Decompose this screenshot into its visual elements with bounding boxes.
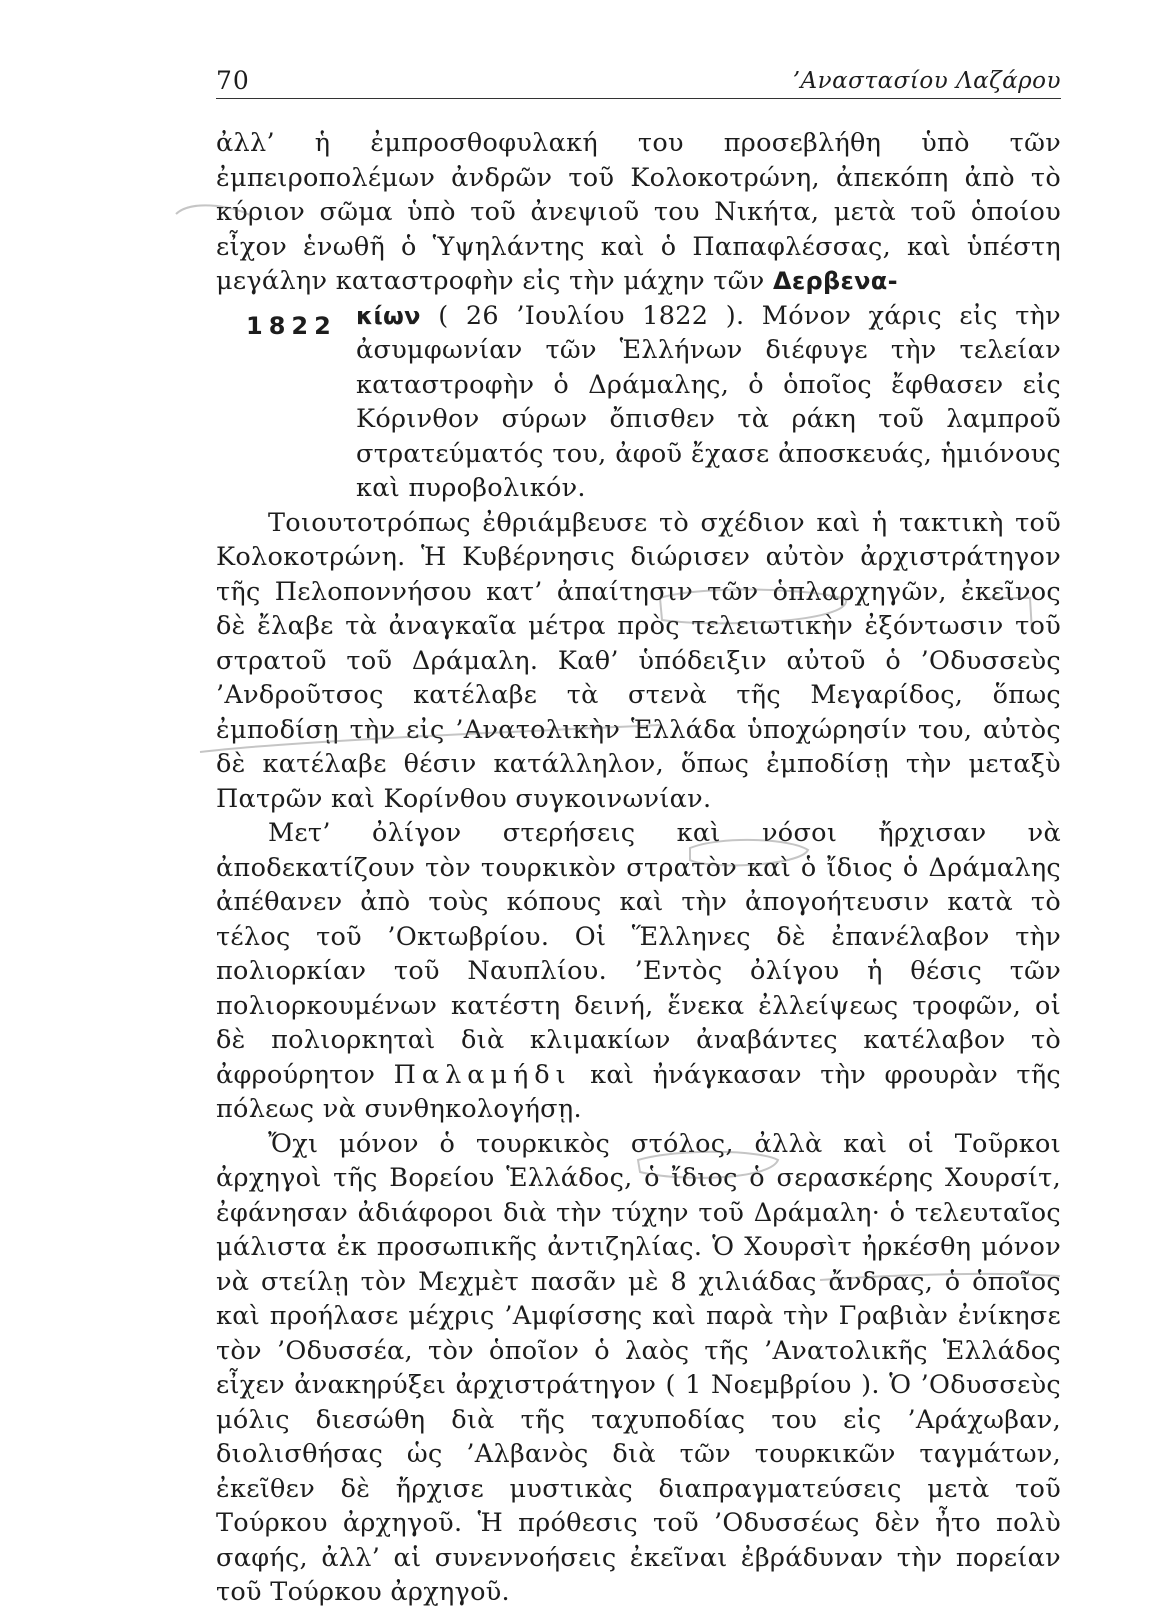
paragraph-1-continued: [216, 299, 1061, 506]
page-number: 70: [216, 66, 250, 95]
paragraph-1-rest: ( 26 ’Ιουλίου 1822 ). Μόνον χάρις εἰς τὴν ἀσυμφωνίαν τῶν Ἑλλήνων διέφυγε τὴν τελείαν καταστροφὴν ὁ Δράμαλης, ὁ ὁποῖος ἔφθασεν εἰς Κόρινθον σύρων ὄπισθεν τὰ ράκη τοῦ λαμπροῦ στρατεύματός του, ἀφοῦ ἔχασε ἀποσκευάς, ἡμιόνους καὶ πυροβολικόν.: [356, 300, 1061, 503]
header-rule: [216, 98, 1061, 99]
bold-term-start: Δερβενα-: [773, 267, 898, 295]
paragraph-4: Ὄχι μόνον ὁ τουρκικὸς στόλος, ἀλλὰ καὶ οἱ Τοῦρκοι ἀρχηγοὶ τῆς Βορείου Ἑλλάδος, ὁ ἴδιος ὁ σερασκέρης Χουρσίτ, ἐφάνησαν ἀδιάφοροι διὰ τὴν τύχην τοῦ Δράμαλη· ὁ τελευταῖος μάλιστα ἐκ προσωπικῆς ἀντιζηλίας. Ὁ Χουρσὶτ ἠρκέσθη μόνον νὰ στείλῃ τὸν Μεχμὲτ πασᾶν μὲ 8 χιλιάδας ἄνδρας, ὁ ὁποῖος καὶ προήλασε μέχρις ’Αμφίσσης καὶ παρὰ τὴν Γραβιὰν ἐνίκησε τὸν ’Οδυσσέα, τὸν ὁποῖον ὁ λαὸς τῆς ’Ανατολικῆς Ἑλλάδος εἶχεν ἀνακηρύξει ἀρχιστράτηγον ( 1 Νοεμβρίου ). Ὁ ’Οδυσσεὺς μόλις διεσώθη διὰ τῆς ταχυποδίας του εἰς ’Αράχωβαν, διολισθήσας ὡς ’Αλβανὸς διὰ τῶν τουρκικῶν ταγμάτων, ἐκεῖθεν δὲ ἤρχισε μυστικὰς διαπραγματεύσεις μετὰ τοῦ Τούρκου ἀρχηγοῦ. Ἡ πρόθεσις τοῦ ’Οδυσσέως δὲν ἦτο πολὺ σαφής, ἀλλ’ αἱ συνεννοήσεις ἐκεῖναι ἐβράδυναν τὴν πορείαν τοῦ Τούρκου ἀρχηγοῦ.: [216, 1128, 1061, 1607]
spaced-term: Παλαμήδι: [393, 1059, 572, 1090]
body-text: [216, 126, 1061, 1610]
paragraph-2: Τοιουτοτρόπως ἐθριάμβευσε τὸ σχέδιον καὶ ἡ τακτικὴ τοῦ Κολοκοτρώνη. Ἡ Κυβέρνησις διώρισεν αὐτὸν ἀρχιστράτηγον τῆς Πελοποννήσου κατ’ ἀπαίτησιν τῶν ὁπλαρχηγῶν, ἐκεῖνος δὲ ἔλαβε τὰ ἀναγκαῖα μέτρα πρὸς τελειωτικὴν ἐξόντωσιν τοῦ στρατοῦ τοῦ Δράμαλη. Καθ’ ὑπόδειξιν αὐτοῦ ὁ ’Οδυσσεὺς ’Ανδροῦτσος κατέλαβε τὰ στενὰ τῆς Μεγαρίδος, ὅπως ἐμποδίσῃ τὴν εἰς ’Ανατολικὴν Ἑλλάδα ὑποχώρησίν του, αὐτὸς δὲ κατέλαβε θέσιν κατάλληλον, ὅπως ἐμποδίσῃ τὴν μεταξὺ Πατρῶν καὶ Κορίνθου συγκοινωνίαν.: [216, 507, 1061, 814]
page-header: [216, 60, 1061, 102]
bold-term-end: κίων: [356, 301, 421, 330]
paragraph-1: [216, 126, 1061, 506]
paragraph-3-end: καὶ ἠνάγκασαν τὴν φρουρὰν τῆς πόλεως νὰ συνθηκολογήσῃ.: [216, 1059, 1062, 1124]
margin-year-note: 1822: [246, 312, 337, 340]
paragraph-1-text: ἀλλ’ ἡ ἐμπροσθοφυλακή του προσεβλήθη ὑπὸ τῶν ἐμπειροπολέμων ἀνδρῶν τοῦ Κολοκοτρώνη, ἀπεκόπη ἀπὸ τὸ κύριον σῶμα ὑπὸ τοῦ ἀνεψιοῦ του Νικήτα, μετὰ τοῦ ὁποίου εἶχον ἑνωθῆ ὁ Ὑψηλάντης καὶ ὁ Παπαφλέσσας, καὶ ὑπέστη μεγάλην καταστροφὴν εἰς τὴν μάχην τῶν: [216, 128, 1061, 296]
paragraph-3-text: Μετ’ ὀλίγον στερήσεις καὶ νόσοι ἤρχισαν νὰ ἀποδεκατίζουν τὸν τουρκικὸν στρατὸν καὶ ὁ ἴδιος ὁ Δράμαλης ἀπέθανεν ἀπὸ τοὺς κόπους καὶ τὴν ἀπογοήτευσιν κατὰ τὸ τέλος τοῦ ’Οκτωβρίου. Οἱ Ἕλληνες δὲ ἐπανέλαβον τὴν πολιορκίαν τοῦ Ναυπλίου. ’Εντὸς ὀλίγου ἡ θέσις τῶν πολιορκουμένων κατέστη δεινή, ἕνεκα ἐλλείψεως τροφῶν, οἱ δὲ πολιορκηταὶ διὰ κλιμακίων ἀναβάντες κατέλαβον τὸ ἀφρούρητον: [216, 818, 1061, 1090]
paragraph-3: [216, 816, 1061, 1127]
running-head: ’Αναστασίου Λαζάρου: [792, 68, 1061, 94]
